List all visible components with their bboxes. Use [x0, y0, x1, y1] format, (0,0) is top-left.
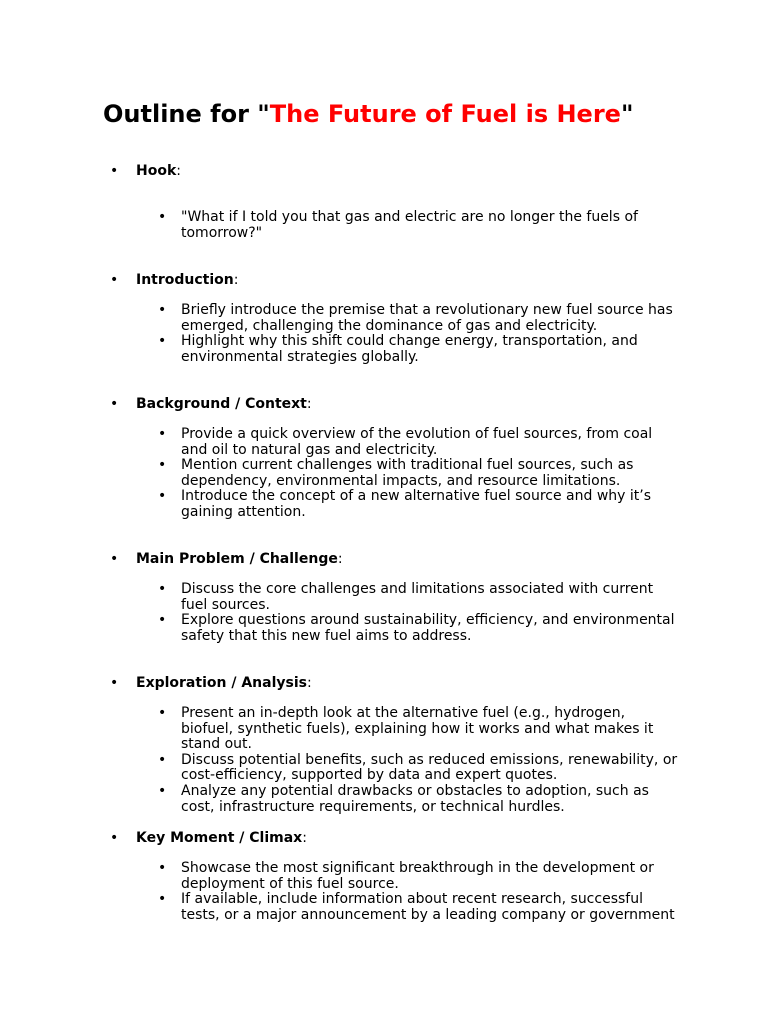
bullet-icon: • [110, 551, 119, 567]
list-item-text: Mention current challenges with traditional fuel sources, such as dependency, environmental impacts, and resource limitations. [181, 457, 634, 489]
list-item [0, 334, 681, 365]
section-item-list [0, 303, 768, 365]
list-item [0, 303, 681, 334]
bullet-icon: • [110, 272, 119, 288]
list-item-text: "What if I told you that gas and electric are no longer the fuels of tomorrow?" [181, 209, 638, 241]
list-item [0, 861, 681, 892]
list-item [0, 784, 681, 815]
bullet-icon: • [158, 891, 167, 908]
section-label-colon: : [337, 551, 343, 567]
section-label: Background / Context [136, 396, 307, 412]
list-item [0, 706, 681, 753]
section-item-list [0, 210, 768, 241]
list-item [0, 613, 681, 644]
list-item-text: Discuss the core challenges and limitations associated with current fuel sources. [181, 581, 654, 613]
bullet-icon: • [158, 860, 167, 876]
title-suffix: " [620, 100, 634, 128]
section-item-list [0, 582, 768, 644]
list-item [0, 489, 681, 520]
section-label: Introduction [136, 272, 234, 288]
list-item [0, 582, 681, 613]
section-heading [110, 830, 307, 846]
bullet-icon: • [158, 782, 167, 799]
list-item-text: Introduce the concept of a new alternative fuel source and why it’s gaining attention. [181, 488, 652, 520]
bullet-icon: • [158, 612, 167, 629]
section-label-colon: : [306, 396, 312, 412]
bullet-icon: • [158, 581, 167, 597]
bullet-icon: • [158, 751, 167, 768]
title-prefix: Outline for " [103, 100, 270, 128]
list-item-text: Provide a quick overview of the evolution of fuel sources, from coal and oil to natural gas and electricity. [181, 426, 653, 458]
bullet-icon: • [110, 830, 119, 846]
list-item [0, 427, 681, 458]
title-highlight: The Future of Fuel is Here [269, 100, 621, 128]
bullet-icon: • [158, 209, 167, 225]
bullet-icon: • [158, 302, 167, 318]
bullet-icon: • [158, 705, 167, 721]
list-item-text: Showcase the most significant breakthrough in the development or deployment of this fuel source. [181, 860, 654, 892]
list-item-text: Discuss potential benefits, such as reduced emissions, renewability, or cost-efficiency, supported by data and expert quotes. [181, 751, 678, 784]
section-heading [110, 163, 181, 179]
section-item-list [0, 427, 768, 521]
section-heading [110, 675, 312, 691]
list-item-text: Briefly introduce the premise that a revolutionary new fuel source has emerged, challenging the dominance of gas and electricity. [181, 302, 673, 334]
list-item [0, 458, 681, 489]
list-item-text: Explore questions around sustainability, efficiency, and environmental safety that this new fuel aims to address. [181, 612, 675, 644]
section-heading [110, 396, 312, 412]
section-heading [110, 551, 343, 567]
list-item-text: If available, include information about recent research, successful tests, or a major announcement by a leading company or government [181, 891, 675, 923]
section-item-list [0, 861, 768, 923]
section-label: Exploration / Analysis [136, 675, 307, 691]
section-label-colon: : [233, 272, 239, 288]
bullet-icon: • [158, 333, 167, 350]
list-item-text: Analyze any potential drawbacks or obstacles to adoption, such as cost, infrastructure requirements, or technical hurdles. [181, 782, 649, 815]
list-item-text: Present an in-depth look at the alternative fuel (e.g., hydrogen, biofuel, synthetic fuels), explaining how it works and what makes it stand out. [181, 705, 654, 753]
bullet-icon: • [110, 675, 119, 691]
bullet-icon: • [158, 488, 167, 505]
section-label-colon: : [176, 163, 181, 179]
section-label-colon: : [302, 830, 307, 846]
section-label: Key Moment / Climax [136, 830, 303, 846]
list-item [0, 753, 681, 784]
section-item-list [0, 706, 768, 815]
bullet-icon: • [158, 457, 167, 474]
bullet-icon: • [158, 426, 167, 442]
bullet-icon: • [110, 396, 119, 412]
list-item [0, 210, 681, 241]
bullet-icon: • [110, 163, 119, 179]
section-heading [110, 272, 238, 288]
section-label: Main Problem / Challenge [136, 551, 338, 567]
list-item [0, 892, 681, 923]
section-label-colon: : [306, 675, 312, 691]
list-item-text: Highlight why this shift could change energy, transportation, and environmental strategies globally. [181, 333, 638, 365]
section-label: Hook [136, 163, 177, 179]
